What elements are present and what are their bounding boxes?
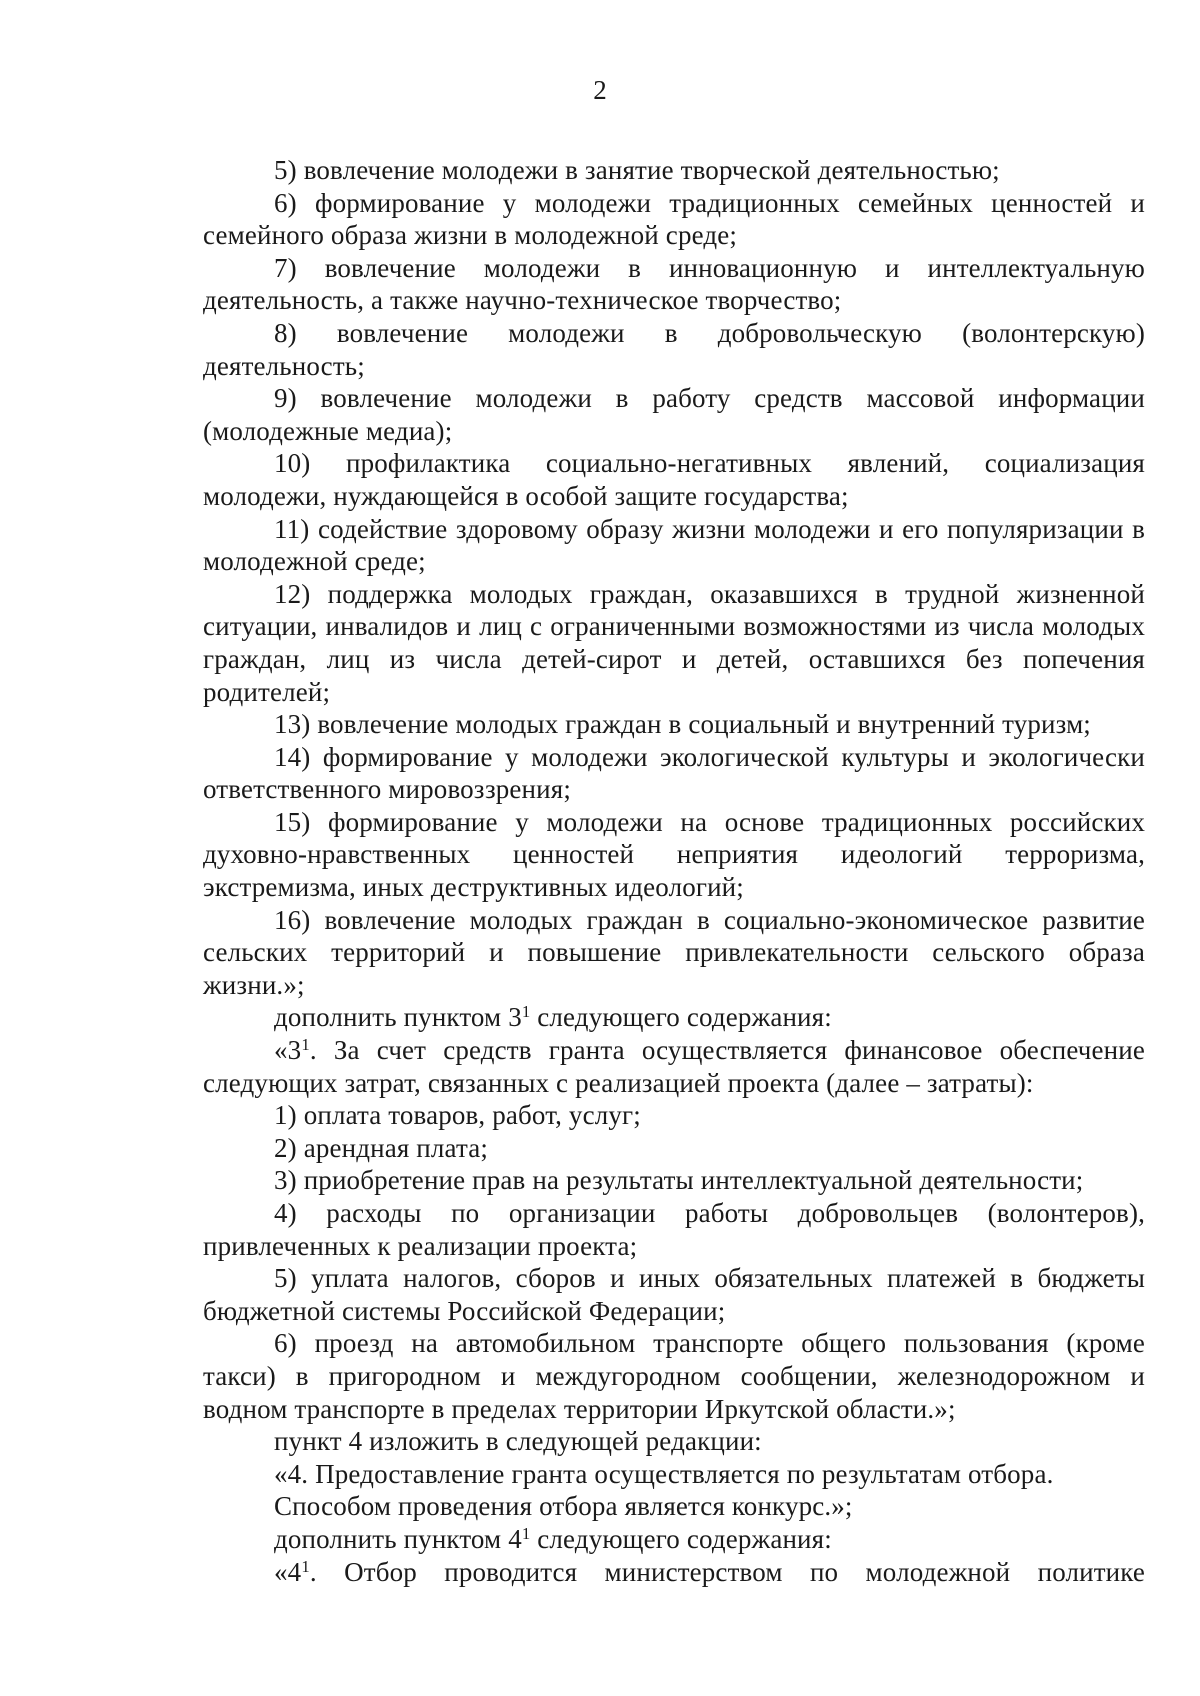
page-number: 2 (593, 75, 607, 105)
text-fragment: дополнить пунктом 4 (274, 1523, 522, 1554)
list-item: 4) расходы по организации работы добровольцев (волонтеров), привлеченных к реализации проекта; (203, 1198, 1145, 1261)
superscript: 1 (301, 1034, 310, 1054)
list-item: 11) содействие здоровому образу жизни молодежи и его популяризации в молодежной среде; (203, 513, 1145, 577)
list-item: 9) вовлечение молодежи в работу средств массовой информации (молодежные медиа); (203, 383, 1145, 446)
list-item: 16) вовлечение молодых граждан в социально-экономическое развитие сельских территорий и повышение привлекательности сельского образа жизни.»; (203, 904, 1145, 1000)
list-item: 7) вовлечение молодежи в инновационную и интеллектуальную деятельность, а также научно-техническое творчество; (203, 252, 1145, 316)
text-fragment: дополнить пунктом 3 (274, 1002, 522, 1033)
amendment-paragraph (203, 1001, 1145, 1034)
amendment-paragraph (203, 1556, 1145, 1589)
superscript: 1 (521, 1002, 531, 1022)
list-item: 12) поддержка молодых граждан, оказавшихся в трудной жизненной ситуации, инвалидов и лиц с ограниченными возможностями из числа молодых граждан, лиц из числа детей-сирот и детей, оставшихся без попечения родителей; (203, 578, 1145, 707)
text-fragment: следующего содержания: (530, 1002, 832, 1033)
list-item: 8) вовлечение молодежи в добровольческую (волонтерскую) деятельность; (203, 317, 1145, 381)
list-item: 1) оплата товаров, работ, услуг; (274, 1100, 641, 1131)
text-fragment: «4 (274, 1556, 302, 1587)
list-item: 10) профилактика социально-негативных явлений, социализация молодежи, нуждающейся в особой защите государства; (203, 448, 1145, 511)
list-item: 13) вовлечение молодых граждан в социальный и внутренний туризм; (274, 709, 1091, 740)
text-fragment: . Отбор проводится министерством по молодежной политике (309, 1556, 1145, 1587)
document-body (203, 154, 1145, 1588)
text-fragment: следующего содержания: (530, 1523, 832, 1554)
list-item: 6) проезд на автомобильном транспорте общего пользования (кроме такси) в пригородном и междугородном сообщении, железнодорожном и водном транспорте в пределах территории Иркутской области.»; (203, 1328, 1145, 1424)
text-fragment: «3 (274, 1035, 302, 1066)
list-item: 14) формирование у молодежи экологической культуры и экологически ответственного мировоззрения; (203, 741, 1145, 805)
text-fragment: . За счет средств гранта осуществляется финансовое обеспечение следующих затрат, связанных с реализацией проекта (далее – затраты): (203, 1035, 1145, 1098)
amendment-paragraph: «4. Предоставление гранта осуществляется по результатам отбора. (274, 1458, 1054, 1489)
list-item: 2) арендная плата; (274, 1132, 489, 1163)
list-item: 6) формирование у молодежи традиционных семейных ценностей и семейного образа жизни в молодежной среде; (203, 187, 1145, 251)
superscript: 1 (521, 1523, 531, 1543)
list-item: 3) приобретение прав на результаты интеллектуальной деятельности; (274, 1165, 1084, 1196)
list-item: 15) формирование у молодежи на основе традиционных российских духовно-нравственных ценностей неприятия идеологий терроризма, экстремизма, иных деструктивных идеологий; (203, 806, 1145, 903)
amendment-paragraph (203, 1523, 1145, 1556)
list-item: 5) вовлечение молодежи в занятие творческой деятельностью; (274, 155, 1000, 185)
amendment-paragraph: Способом проведения отбора является конкурс.»; (274, 1491, 853, 1522)
superscript: 1 (301, 1556, 310, 1576)
amendment-paragraph (203, 1034, 1145, 1099)
amendment-paragraph: пункт 4 изложить в следующей редакции: (274, 1426, 762, 1457)
list-item: 5) уплата налогов, сборов и иных обязательных платежей в бюджеты бюджетной системы Российской Федерации; (203, 1263, 1145, 1326)
